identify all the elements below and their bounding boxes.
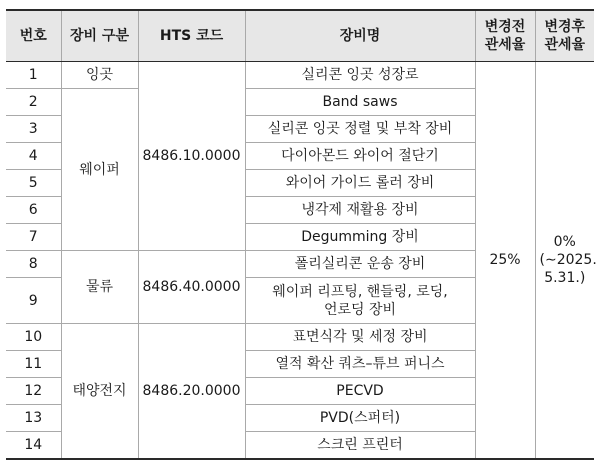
header-rate-after-line1: 변경후 (544, 19, 586, 35)
header-rate-before (475, 10, 535, 62)
equipment-name: 와이어 가이드 롤러 장비 (245, 170, 475, 197)
row-number: 2 (6, 89, 61, 116)
equipment-name-line2: 언로딩 장비 (323, 301, 397, 318)
row-number: 13 (6, 405, 61, 432)
row-number: 6 (6, 197, 61, 224)
equipment-name: 폴리실리콘 운송 장비 (245, 251, 475, 278)
row-number: 8 (6, 251, 61, 278)
hts-code-cell: 8486.20.0000 (138, 324, 245, 460)
category-logistics: 물류 (61, 251, 138, 324)
header-no: 번호 (6, 10, 61, 62)
equipment-name: 실리콘 잉곳 정렬 및 부착 장비 (245, 116, 475, 143)
header-rate-before-line2: 관세율 (484, 37, 526, 53)
equipment-name: PVD(스퍼터) (245, 405, 475, 432)
row-number: 4 (6, 143, 61, 170)
equipment-name: 다이아몬드 와이어 절단기 (245, 143, 475, 170)
row-number: 1 (6, 62, 61, 89)
header-equipment-name: 장비명 (245, 10, 475, 62)
header-category: 장비 구분 (61, 10, 138, 62)
row-number: 3 (6, 116, 61, 143)
category-solar-cell: 태양전지 (61, 324, 138, 460)
row-number: 14 (6, 432, 61, 460)
equipment-name: 스크린 프린터 (245, 432, 475, 460)
equipment-name (245, 278, 475, 324)
category-ingot: 잉곳 (61, 62, 138, 89)
equipment-name: 냉각제 재활용 장비 (245, 197, 475, 224)
category-wafer: 웨이퍼 (61, 89, 138, 251)
header-rate-after (535, 10, 594, 62)
header-hts-code: HTS 코드 (138, 10, 245, 62)
header-rate-after-line2: 관세율 (544, 37, 586, 53)
equipment-name: 표면식각 및 세정 장비 (245, 324, 475, 351)
table-row (6, 62, 594, 89)
row-number: 11 (6, 351, 61, 378)
equipment-name: 실리콘 잉곳 성장로 (245, 62, 475, 89)
rate-after-period-start: (∼2025. (539, 252, 597, 268)
equipment-name: 열적 확산 쿼츠–튜브 퍼니스 (245, 351, 475, 378)
rate-after-cell (535, 62, 597, 460)
row-number: 7 (6, 224, 61, 251)
row-number: 9 (6, 278, 61, 324)
rate-before-cell: 25% (475, 62, 535, 460)
equipment-name-line1: 웨이퍼 리프팅, 핸들링, 로딩, (272, 283, 448, 300)
equipment-name: Degumming 장비 (245, 224, 475, 251)
row-number: 12 (6, 378, 61, 405)
equipment-name: PECVD (245, 378, 475, 405)
hts-code-cell: 8486.40.0000 (138, 251, 245, 324)
tariff-table (6, 9, 597, 460)
equipment-name: Band saws (245, 89, 475, 116)
rate-after-period-end: 5.31.) (544, 270, 586, 286)
header-rate-before-line1: 변경전 (484, 19, 526, 35)
rate-after-value: 0% (553, 234, 576, 250)
header-row (6, 10, 594, 62)
row-number: 5 (6, 170, 61, 197)
hts-code-cell: 8486.10.0000 (138, 62, 245, 251)
row-number: 10 (6, 324, 61, 351)
tariff-table-container (6, 9, 597, 460)
